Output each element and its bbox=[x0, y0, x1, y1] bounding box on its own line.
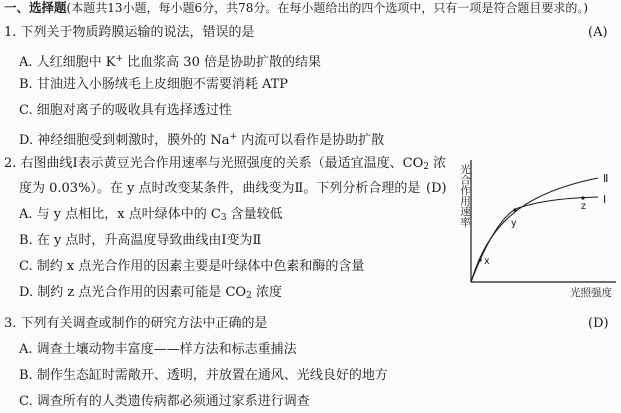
question-3-answer: (D) bbox=[588, 316, 609, 331]
option-text: 浓度 bbox=[251, 285, 282, 300]
option-text: A. 人红细胞中 K bbox=[19, 55, 116, 70]
section-title: 一、选择题 bbox=[4, 0, 67, 15]
question-1-option-c: C. 细胞对离子的吸收具有选择透过性 bbox=[19, 103, 232, 118]
point-y-label: y bbox=[511, 218, 517, 229]
subscript: 2 bbox=[246, 291, 252, 301]
option-text: 比血浆高 30 倍是协助扩散的结果 bbox=[123, 55, 321, 70]
question-2-option-b: B. 在 y 点时，升高温度导致曲线由Ⅰ变为Ⅱ bbox=[19, 233, 262, 248]
subscript: 3 bbox=[220, 213, 227, 223]
point-z-marker bbox=[581, 196, 584, 199]
question-2-stem-line-2: 度为 0.03%）。在 y 点时改变某条件，曲线变为Ⅱ。下列分析合理的是 bbox=[19, 181, 421, 196]
question-1-option-d bbox=[19, 129, 384, 149]
question-2-option-c: C. 制约 x 点光合作用的因素主要是叶绿体中色素和酶的含量 bbox=[19, 259, 365, 274]
subscript: 2 bbox=[423, 162, 430, 172]
curve-1-label: Ⅰ bbox=[603, 193, 607, 206]
photosynthesis-graph bbox=[458, 152, 621, 300]
option-text: A. 与 y 点相比，x 点叶绿体中的 C bbox=[19, 207, 221, 222]
superscript: + bbox=[115, 54, 124, 64]
stem-text: 浓 bbox=[429, 156, 447, 171]
point-x-label: x bbox=[484, 256, 490, 267]
question-1-option-a bbox=[19, 51, 321, 71]
superscript: + bbox=[229, 132, 238, 142]
question-2-option-d bbox=[19, 285, 282, 304]
stem-text: 2. 右图曲线Ⅰ表示黄豆光合作用速率与光照强度的关系（最适宜温度、CO bbox=[4, 156, 424, 171]
section-header bbox=[4, 0, 588, 16]
question-3-stem: 3. 下列有关调查或制作的研究方法中正确的是 bbox=[4, 316, 268, 331]
option-text: 内流可以看作是协助扩散 bbox=[237, 133, 385, 148]
curve-2 bbox=[471, 178, 598, 282]
point-z-label: z bbox=[581, 201, 586, 212]
question-2-option-a bbox=[19, 207, 283, 226]
option-text: D. 制约 z 点光合作用的因素可能是 CO bbox=[19, 285, 247, 300]
question-3-option-b: B. 制作生态缸时需敞开、透明，并放置在通风、光线良好的地方 bbox=[19, 368, 388, 383]
question-1-stem: 1. 下列关于物质跨膜运输的说法，错误的是 bbox=[4, 25, 255, 40]
curve-2-label: Ⅱ bbox=[603, 172, 609, 185]
section-note: (本题共13小题，每小题6分，共78分。在每小题给出的四个选项中，只有一项是符合题目要求的。) bbox=[66, 1, 589, 15]
question-1-option-b: B. 甘油进入小肠绒毛上皮细胞不需要消耗 ATP bbox=[19, 77, 289, 92]
point-x-marker bbox=[478, 258, 481, 261]
curve-1 bbox=[471, 197, 598, 282]
x-axis-label: 光照强度 bbox=[570, 287, 612, 299]
question-3-option-c: C. 调查所有的人类遗传病都必须通过家系进行调查 bbox=[19, 394, 310, 409]
question-2-stem-line-1 bbox=[4, 156, 446, 175]
question-3-option-a: A. 调查土壤动物丰富度——样方法和标志重捕法 bbox=[19, 342, 297, 357]
y-axis-label: 光合作用速率 bbox=[459, 164, 471, 227]
point-y-marker bbox=[513, 208, 516, 211]
question-1-answer: (A) bbox=[588, 25, 608, 40]
option-text: D. 神经细胞受到刺激时，膜外的 Na bbox=[19, 133, 230, 148]
option-text: 含量较低 bbox=[226, 207, 283, 222]
question-2-answer: (D) bbox=[426, 181, 447, 196]
